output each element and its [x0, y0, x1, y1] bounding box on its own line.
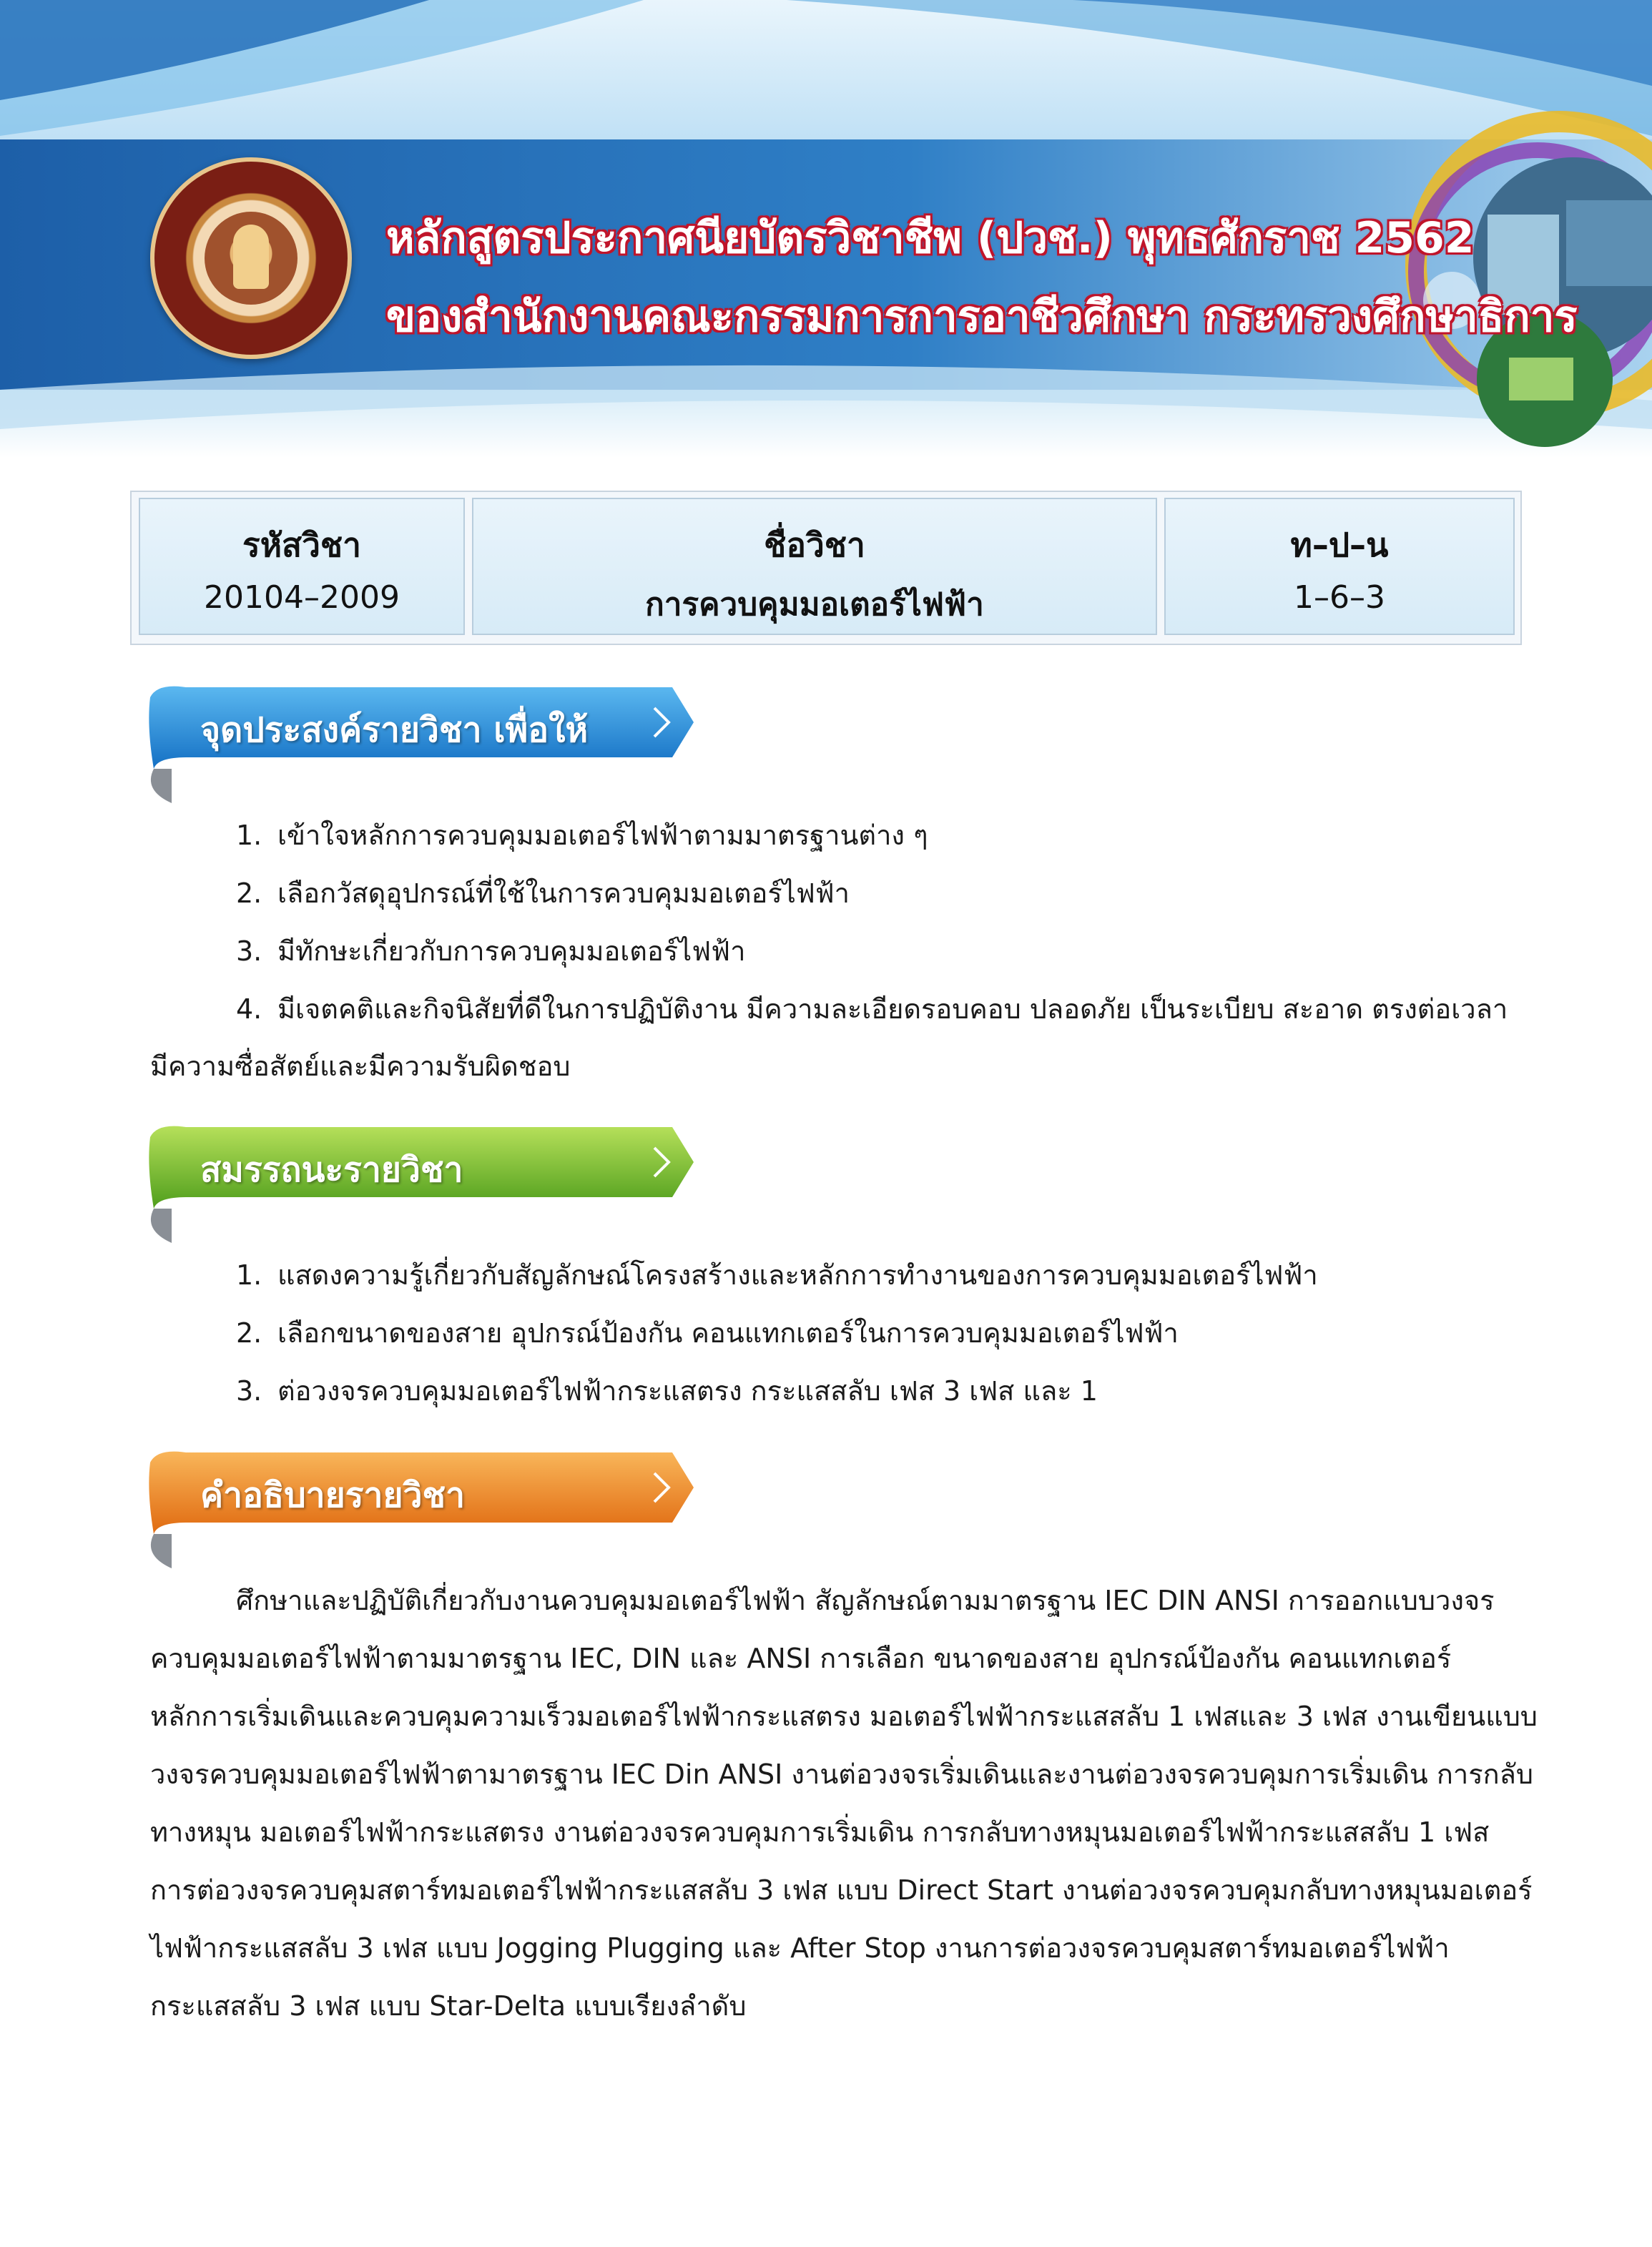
- course-name-header: ชื่อวิชา: [764, 526, 865, 564]
- course-hours-header: ท–ป–น: [1290, 526, 1389, 564]
- objective-item-continuation: มีความซื่อสัตย์และมีความรับผิดชอบ: [150, 1051, 571, 1082]
- description-line: การต่อวงจรควบคุมสตาร์ทมอเตอร์ไฟฟ้ากระแสสลับ 3 เฟส แบบ Direct Start งานต่อวงจรควบคุมกลับทางหมุนมอเตอร์: [150, 1874, 1533, 1906]
- objective-item: 1. เข้าใจหลักการควบคุมมอเตอร์ไฟฟ้าตามมาตรฐานต่าง ๆ: [236, 820, 928, 851]
- competency-banner: [143, 1123, 701, 1244]
- competency-item: 1. แสดงความรู้เกี่ยวกับสัญลักษณ์โครงสร้างและหลักการทำงานของการควบคุมมอเตอร์ไฟฟ้า: [236, 1259, 1318, 1291]
- header-title-line2: ของสำนักงานคณะกรรมการการอาชีวศึกษา กระทรวงศึกษาธิการ: [386, 292, 1578, 342]
- course-name-value: การควบคุมมอเตอร์ไฟฟ้า: [645, 586, 984, 623]
- objectives-heading: จุดประสงค์รายวิชา เพื่อให้: [200, 710, 589, 750]
- page-header: [0, 0, 1652, 458]
- competency-item: 3. ต่อวงจรควบคุมมอเตอร์ไฟฟ้ากระแสตรง กระแสสลับ เฟส 3 เฟส และ 1: [236, 1375, 1098, 1407]
- seal-emblem-icon: [205, 212, 298, 305]
- course-hours-cell: [1164, 498, 1515, 635]
- course-code-cell: [139, 498, 465, 635]
- description-line: ไฟฟ้ากระแสสลับ 3 เฟส แบบ Jogging Plugging และ After Stop งานการต่อวงจรควบคุมสตาร์ทมอเตอร์ไฟฟ้า: [150, 1932, 1450, 1964]
- description-heading: คำอธิบายรายวิชา: [200, 1475, 466, 1515]
- objective-item: 3. มีทักษะเกี่ยวกับการควบคุมมอเตอร์ไฟฟ้า: [236, 935, 746, 967]
- description-line: กระแสสลับ 3 เฟส แบบ Star-Delta แบบเรียงลำดับ: [150, 1990, 747, 2022]
- course-code-header: รหัสวิชา: [242, 526, 361, 564]
- description-line: วงจรควบคุมมอเตอร์ไฟฟ้าตามาตรฐาน IEC Din ANSI งานต่อวงจรเริ่มเดินและงานต่อวงจรควบคุมการเริ่มเดิน การกลับ: [150, 1759, 1534, 1790]
- course-code-value: 20104–2009: [204, 579, 400, 616]
- objective-item: 4. มีเจตคติและกิจนิสัยที่ดีในการปฏิบัติงาน มีความละเอียดรอบคอบ ปลอดภัย เป็นระเบียบ สะอาด ตรงต่อเวลา: [236, 993, 1508, 1025]
- competency-item: 2. เลือกขนาดของสาย อุปกรณ์ป้องกัน คอนแทกเตอร์ในการควบคุมมอเตอร์ไฟฟ้า: [236, 1317, 1179, 1349]
- course-name-cell: [472, 498, 1157, 635]
- description-line: ทางหมุน มอเตอร์ไฟฟ้ากระแสตรง งานต่อวงจรควบคุมการเริ่มเดิน การกลับทางหมุนมอเตอร์ไฟฟ้ากระแสสลับ 1 เฟส: [150, 1816, 1490, 1848]
- description-banner: [143, 1448, 701, 1570]
- competency-heading: สมรรถนะรายวิชา: [200, 1150, 463, 1190]
- course-info-table: [130, 491, 1522, 645]
- description-line: ควบคุมมอเตอร์ไฟฟ้าตามมาตรฐาน IEC, DIN และ ANSI การเลือก ขนาดของสาย อุปกรณ์ป้องกัน คอนแทกเตอร์: [150, 1643, 1452, 1674]
- description-line: ศึกษาและปฏิบัติเกี่ยวกับงานควบคุมมอเตอร์ไฟฟ้า สัญลักษณ์ตามมาตรฐาน IEC DIN ANSI การออกแบบวงจร: [236, 1585, 1495, 1616]
- objectives-banner: [143, 683, 701, 805]
- header-title-line1: หลักสูตรประกาศนียบัตรวิชาชีพ (ปวช.) พุทธศักราช 2562: [386, 213, 1475, 263]
- description-line: หลักการเริ่มเดินและควบคุมความเร็วมอเตอร์ไฟฟ้ากระแสตรง มอเตอร์ไฟฟ้ากระแสสลับ 1 เฟสและ 3 เฟส งานเขียนแบบ: [150, 1701, 1538, 1732]
- vocational-commission-seal: [150, 157, 352, 359]
- course-hours-value: 1–6–3: [1294, 579, 1385, 616]
- objective-item: 2. เลือกวัสดุอุปกรณ์ที่ใช้ในการควบคุมมอเตอร์ไฟฟ้า: [236, 877, 850, 909]
